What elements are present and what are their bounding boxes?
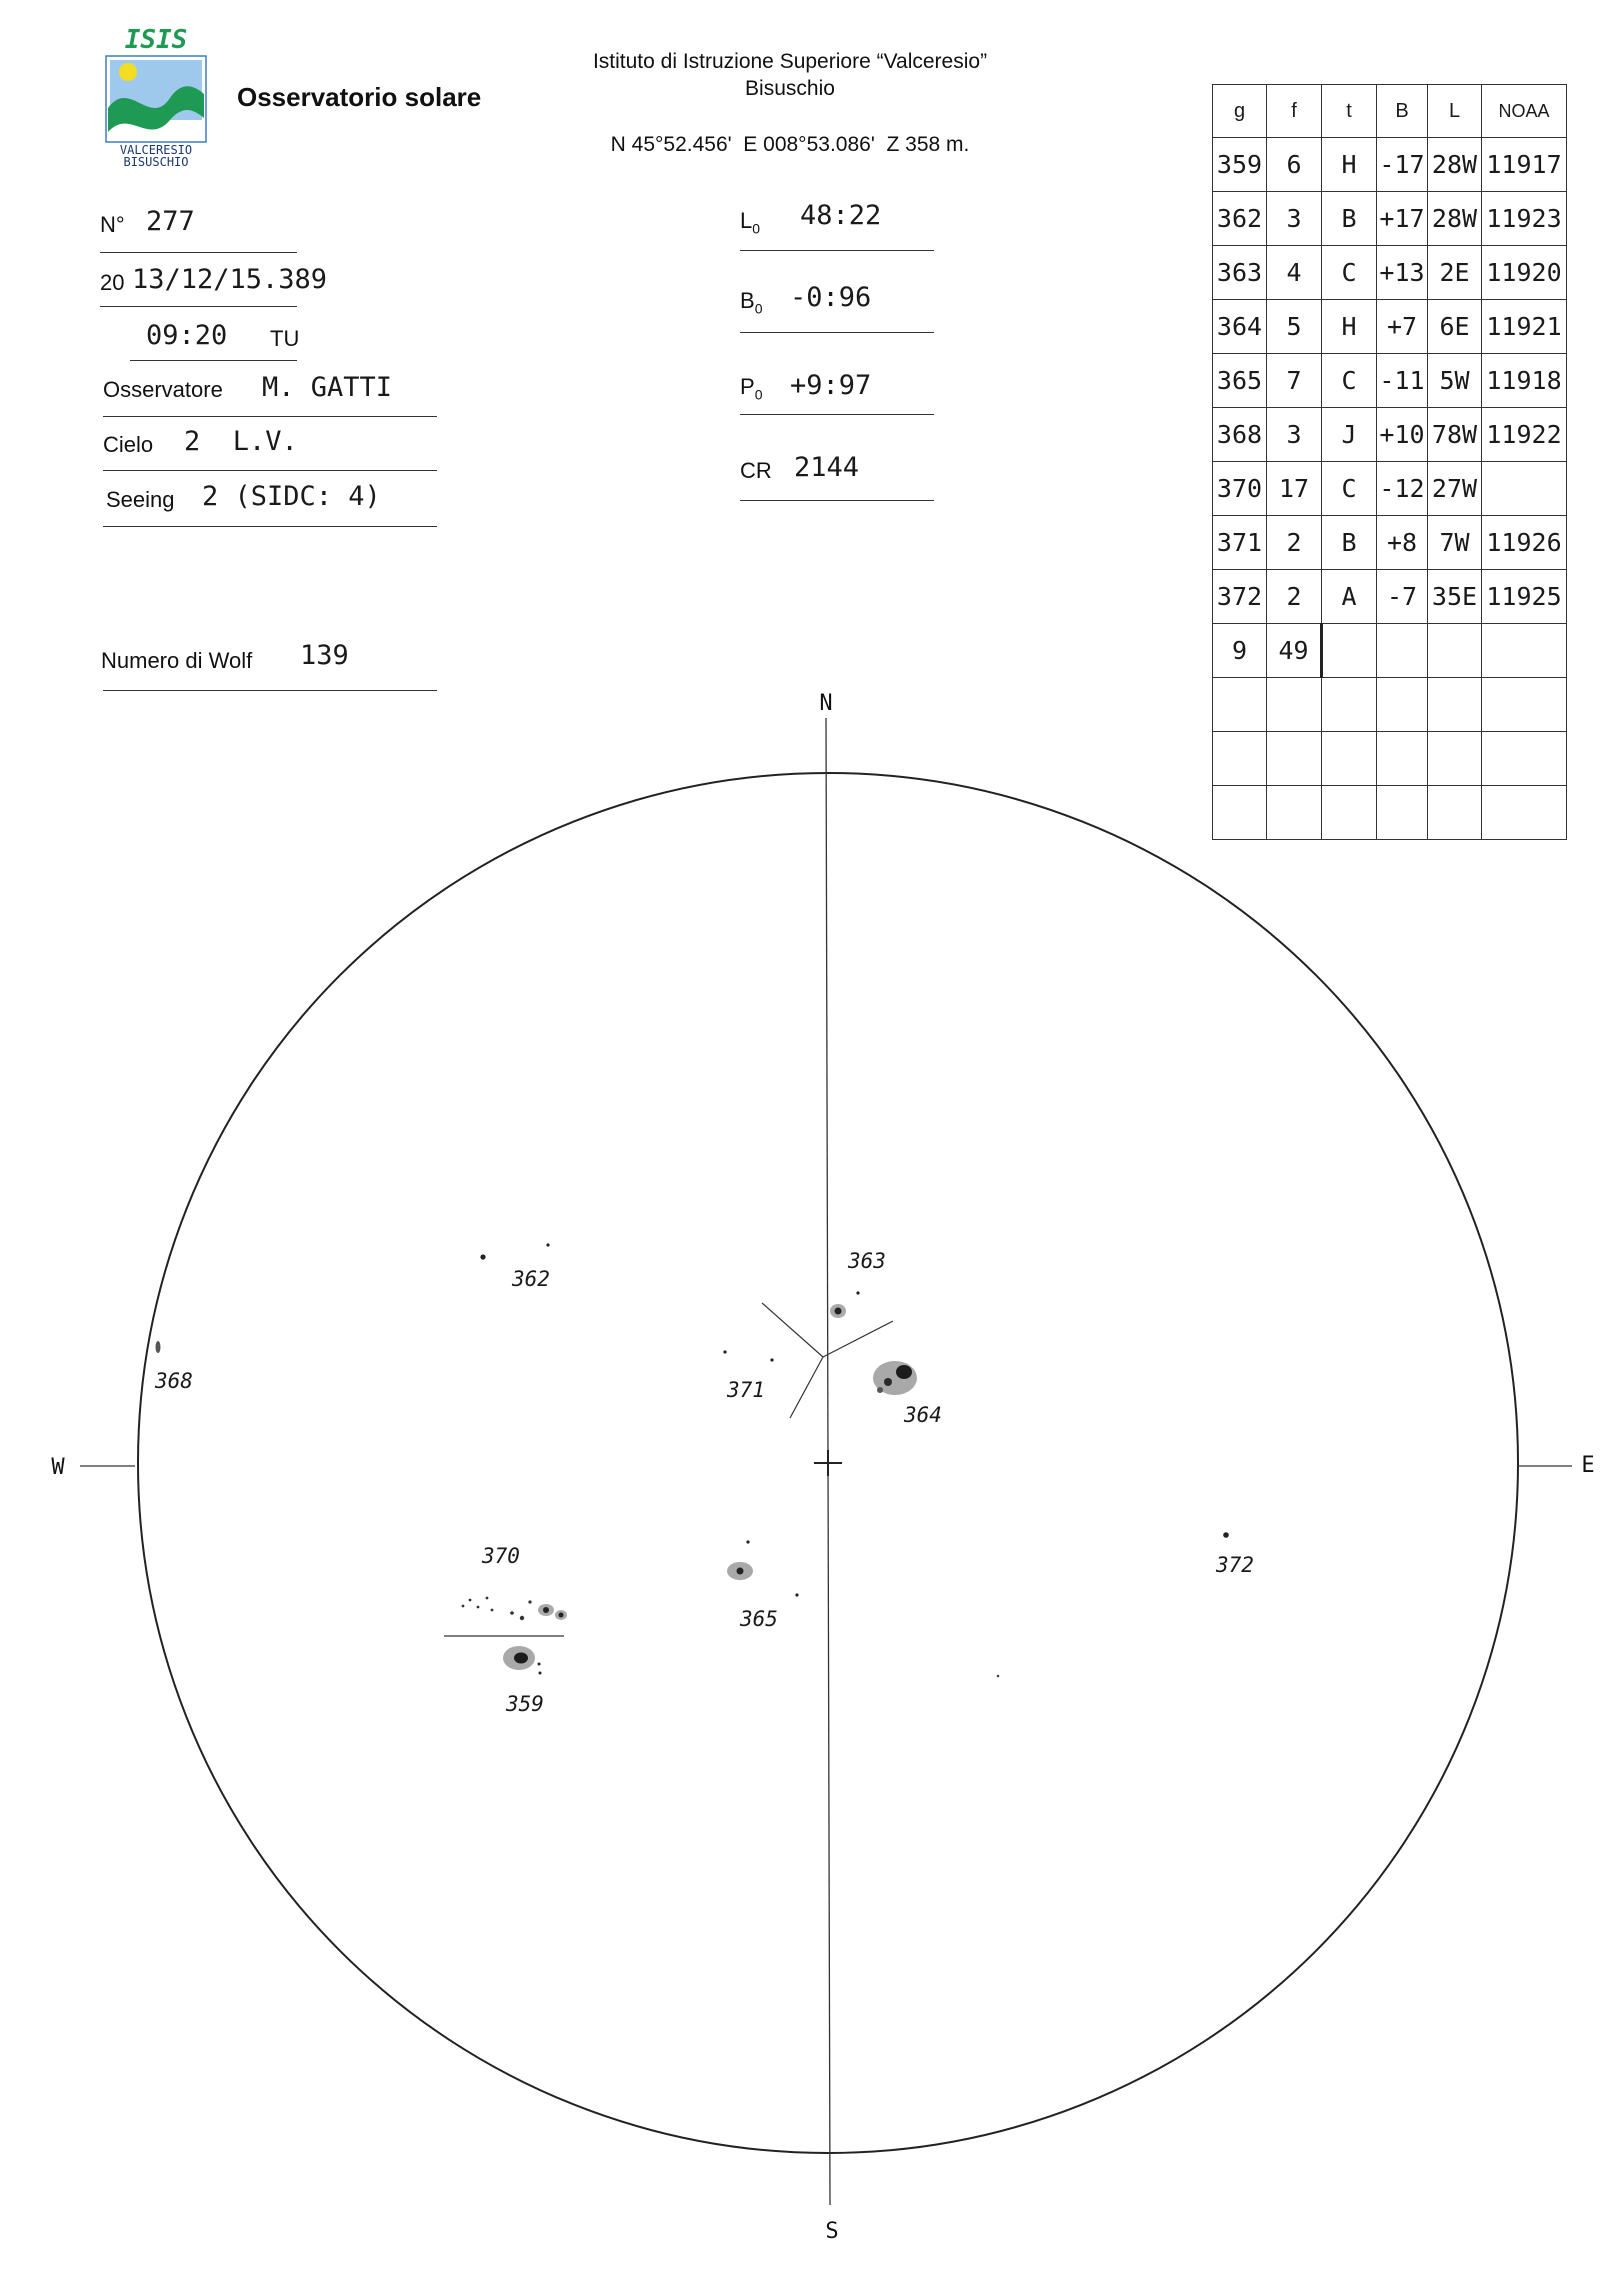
sunspot xyxy=(746,1540,749,1543)
table-cell: 2 xyxy=(1267,570,1322,624)
table-cell: 17 xyxy=(1267,462,1322,516)
table-row xyxy=(1213,462,1567,516)
sunspot xyxy=(486,1597,489,1600)
wolf-label: Numero di Wolf xyxy=(101,648,253,673)
table-row xyxy=(1213,408,1567,462)
b0-letter: B xyxy=(740,288,755,313)
sunspot xyxy=(538,1663,541,1666)
group-label-364: 364 xyxy=(904,1403,942,1427)
table-cell: 11922 xyxy=(1482,408,1567,462)
group-label-372: 372 xyxy=(1216,1553,1254,1577)
l0-label xyxy=(740,208,760,236)
group-label-370: 370 xyxy=(482,1544,520,1568)
divider xyxy=(103,526,437,527)
table-cell: +17 xyxy=(1377,192,1428,246)
group-separator xyxy=(790,1357,823,1418)
table-cell: 11926 xyxy=(1482,516,1567,570)
table-cell: 371 xyxy=(1213,516,1267,570)
sunspot xyxy=(896,1365,912,1379)
p0-sub: 0 xyxy=(754,386,763,403)
table-row xyxy=(1213,570,1567,624)
table-cell: 78W xyxy=(1428,408,1482,462)
table-cell: 372 xyxy=(1213,570,1267,624)
table-row xyxy=(1213,138,1567,192)
sky-label: Cielo xyxy=(103,432,154,457)
north-label: N xyxy=(819,691,833,716)
l0-value: 48:22 xyxy=(800,200,882,231)
table-row xyxy=(1213,354,1567,408)
table-cell: 9 xyxy=(1213,624,1267,678)
table-row xyxy=(1213,516,1567,570)
sunspot xyxy=(856,1291,859,1294)
seeing-label: Seeing xyxy=(106,487,175,512)
table-cell: -17 xyxy=(1377,138,1428,192)
logo xyxy=(100,28,212,168)
table-header-cell: t xyxy=(1322,85,1377,138)
east-label: E xyxy=(1581,1453,1595,1478)
b0-label xyxy=(740,288,762,316)
table-cell: 4 xyxy=(1267,246,1322,300)
table-cell: C xyxy=(1322,354,1377,408)
p0-letter: P xyxy=(740,374,755,399)
table-cell: 5 xyxy=(1267,300,1322,354)
divider xyxy=(103,416,437,417)
table-cell: 11917 xyxy=(1482,138,1567,192)
table-cell: -11 xyxy=(1377,354,1428,408)
table-header-cell: B xyxy=(1377,85,1428,138)
table-cell: 7 xyxy=(1267,354,1322,408)
table-cell: 11920 xyxy=(1482,246,1567,300)
table-cell: 6 xyxy=(1267,138,1322,192)
b0-value: -0:96 xyxy=(790,282,872,313)
sunspot xyxy=(1223,1532,1229,1538)
group-separator xyxy=(762,1303,823,1357)
number-label: N° xyxy=(100,212,125,237)
sunspot xyxy=(156,1341,161,1353)
sunspot xyxy=(546,1243,549,1246)
p0-value: +9:97 xyxy=(790,370,872,401)
sunspot xyxy=(520,1616,524,1620)
table-cell: 2 xyxy=(1267,516,1322,570)
table-cell: 6E xyxy=(1428,300,1482,354)
group-label-359: 359 xyxy=(506,1692,544,1716)
date-value: 13/12/15.389 xyxy=(132,264,328,295)
table-header-cell: f xyxy=(1267,85,1322,138)
sunspot xyxy=(835,1308,842,1315)
divider xyxy=(100,306,297,307)
table-cell: 28W xyxy=(1428,192,1482,246)
table-header-cell: L xyxy=(1428,85,1482,138)
table-cell: +8 xyxy=(1377,516,1428,570)
table-cell: 5W xyxy=(1428,354,1482,408)
table-header-row xyxy=(1213,85,1567,138)
observer-value: M. GATTI xyxy=(262,372,393,403)
sunspot xyxy=(543,1607,549,1613)
sunspot xyxy=(469,1599,472,1602)
divider xyxy=(130,360,297,361)
sunspot xyxy=(491,1609,494,1612)
sky-value: 2 L.V. xyxy=(184,426,298,457)
table-cell: A xyxy=(1322,570,1377,624)
logo-graphic xyxy=(100,28,212,168)
number-value: 277 xyxy=(146,206,195,237)
observer-label: Osservatore xyxy=(103,377,223,402)
table-row xyxy=(1213,246,1567,300)
time-suffix: TU xyxy=(270,326,300,351)
table-cell: 7W xyxy=(1428,516,1482,570)
sunspot xyxy=(477,1606,480,1609)
table-cell: 28W xyxy=(1428,138,1482,192)
observatory-title: Osservatorio solare xyxy=(237,82,482,112)
divider xyxy=(100,252,297,253)
table-cell: -12 xyxy=(1377,462,1428,516)
south-label: S xyxy=(825,2219,839,2244)
west-label: W xyxy=(51,1455,65,1480)
sunspot xyxy=(997,1675,1000,1678)
group-label-368: 368 xyxy=(155,1369,193,1393)
table-header-cell: g xyxy=(1213,85,1267,138)
sunspot xyxy=(514,1653,528,1664)
group-label-362: 362 xyxy=(512,1267,550,1291)
logo-sub1: VALCERESIO xyxy=(119,143,193,157)
sunspot xyxy=(539,1672,542,1675)
table-cell: 370 xyxy=(1213,462,1267,516)
sunspot xyxy=(723,1350,726,1353)
table-cell: +13 xyxy=(1377,246,1428,300)
sunspot xyxy=(559,1613,564,1618)
table-row xyxy=(1213,300,1567,354)
table-cell: J xyxy=(1322,408,1377,462)
sunspot xyxy=(770,1358,773,1361)
table-cell: 11925 xyxy=(1482,570,1567,624)
table-cell: 368 xyxy=(1213,408,1267,462)
p0-label xyxy=(740,374,762,402)
cr-value: 2144 xyxy=(794,452,860,483)
table-cell: +10 xyxy=(1377,408,1428,462)
table-cell: 365 xyxy=(1213,354,1267,408)
table-cell: 35E xyxy=(1428,570,1482,624)
table-cell: 3 xyxy=(1267,408,1322,462)
sunspot xyxy=(480,1254,485,1259)
divider xyxy=(103,470,437,471)
cr-label: CR xyxy=(740,458,772,483)
divider xyxy=(740,250,934,251)
table-cell: 364 xyxy=(1213,300,1267,354)
table-cell xyxy=(1482,462,1567,516)
sunspot xyxy=(884,1378,892,1386)
table-cell: H xyxy=(1322,300,1377,354)
table-cell: 11921 xyxy=(1482,300,1567,354)
table-cell: 2E xyxy=(1428,246,1482,300)
site-coordinates: N 45°52.456' E 008°53.086' Z 358 m. xyxy=(610,133,970,156)
table-cell: C xyxy=(1322,246,1377,300)
table-cell: +7 xyxy=(1377,300,1428,354)
date-prefix: 20 xyxy=(100,270,125,295)
institute-line1: Istituto di Istruzione Superiore “Valceresio” xyxy=(592,50,988,73)
solar-disk-drawing xyxy=(0,660,1600,2280)
sunspot xyxy=(795,1593,798,1596)
table-cell: 11918 xyxy=(1482,354,1567,408)
l0-letter: L xyxy=(740,208,753,233)
table-cell: 3 xyxy=(1267,192,1322,246)
l0-sub: 0 xyxy=(752,220,761,237)
group-label-363: 363 xyxy=(848,1249,886,1273)
table-cell: 362 xyxy=(1213,192,1267,246)
table-cell: 359 xyxy=(1213,138,1267,192)
group-separator xyxy=(823,1321,893,1357)
table-cell: -7 xyxy=(1377,570,1428,624)
sunspot xyxy=(528,1600,531,1603)
table-cell: B xyxy=(1322,516,1377,570)
institute-line2: Bisuschio xyxy=(745,77,835,100)
logo-text: ISIS xyxy=(124,28,188,55)
table-cell: B xyxy=(1322,192,1377,246)
logo-sub2: BISUSCHIO xyxy=(123,155,189,168)
table-cell: 49 xyxy=(1267,624,1322,678)
sunspot xyxy=(877,1387,883,1393)
table-row xyxy=(1213,192,1567,246)
time-value: 09:20 xyxy=(146,320,228,351)
group-label-365: 365 xyxy=(740,1607,778,1631)
wolf-value: 139 xyxy=(300,640,349,671)
divider xyxy=(740,500,934,501)
group-label-371: 371 xyxy=(727,1378,765,1402)
divider xyxy=(740,332,934,333)
divider xyxy=(740,414,934,415)
sunspot xyxy=(510,1611,514,1615)
table-cell: 27W xyxy=(1428,462,1482,516)
table-cell: 11923 xyxy=(1482,192,1567,246)
sunspot xyxy=(462,1605,465,1608)
table-cell: 363 xyxy=(1213,246,1267,300)
table-cell: H xyxy=(1322,138,1377,192)
sunspot xyxy=(737,1568,744,1575)
b0-sub: 0 xyxy=(754,300,763,317)
seeing-value: 2 (SIDC: 4) xyxy=(202,481,381,512)
table-header-cell: NOAA xyxy=(1482,85,1567,138)
table-cell: C xyxy=(1322,462,1377,516)
